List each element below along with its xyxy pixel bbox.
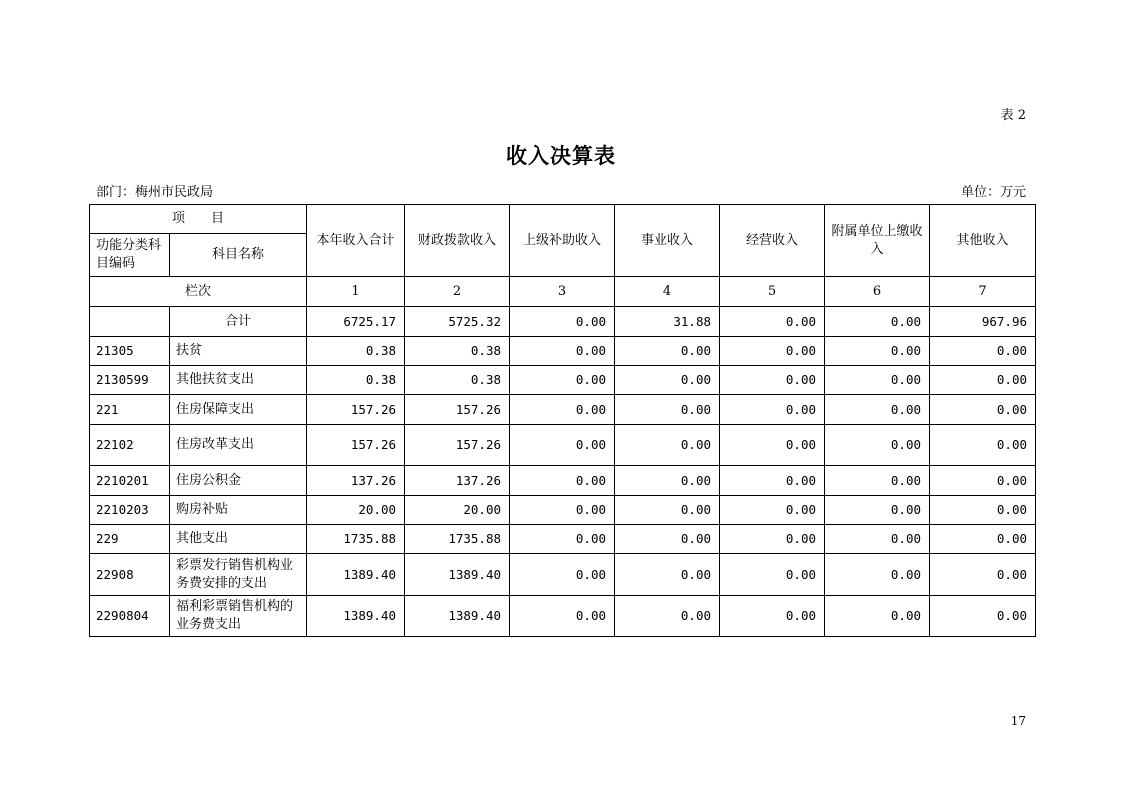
value-cell: 0.00: [720, 496, 825, 525]
value-cell: 1389.40: [405, 554, 510, 596]
value-cell: 157.26: [405, 395, 510, 425]
function-code: 2210203: [90, 496, 170, 525]
column-number: 7: [930, 277, 1036, 307]
value-cell: 0.00: [720, 525, 825, 554]
header-col-3: 上级补助收入: [510, 205, 615, 277]
table-row: [90, 337, 1036, 366]
total-value: 967.96: [930, 307, 1036, 337]
column-number-label: 栏次: [90, 277, 307, 307]
header-col-4: 事业收入: [615, 205, 720, 277]
function-code: 2210201: [90, 466, 170, 496]
value-cell: 0.00: [720, 337, 825, 366]
subject-name: 住房保障支出: [170, 395, 307, 425]
value-cell: 0.00: [825, 525, 930, 554]
total-code-cell: [90, 307, 170, 337]
value-cell: 0.00: [615, 425, 720, 466]
value-cell: 0.00: [510, 554, 615, 596]
value-cell: 0.00: [510, 496, 615, 525]
total-value: 0.00: [720, 307, 825, 337]
value-cell: 0.00: [615, 366, 720, 395]
column-number-row: [90, 277, 1036, 307]
value-cell: 0.00: [930, 366, 1036, 395]
table-number: 表 2: [1000, 108, 1026, 123]
value-cell: 0.00: [615, 596, 720, 637]
total-value: 5725.32: [405, 307, 510, 337]
value-cell: 0.00: [510, 337, 615, 366]
total-label: 合计: [170, 307, 307, 337]
subject-name: 福利彩票销售机构的业务费支出: [170, 596, 307, 637]
header-col-5: 经营收入: [720, 205, 825, 277]
value-cell: 0.00: [720, 596, 825, 637]
function-code: 2130599: [90, 366, 170, 395]
function-code: 22102: [90, 425, 170, 466]
subject-name: 住房改革支出: [170, 425, 307, 466]
column-number: 5: [720, 277, 825, 307]
value-cell: 0.00: [615, 554, 720, 596]
value-cell: 0.00: [615, 395, 720, 425]
value-cell: 0.00: [825, 337, 930, 366]
function-code: 21305: [90, 337, 170, 366]
value-cell: 0.00: [825, 466, 930, 496]
value-cell: 0.00: [930, 395, 1036, 425]
value-cell: 0.00: [510, 596, 615, 637]
document-title: 收入决算表: [506, 143, 616, 168]
header-col-1: 本年收入合计: [307, 205, 405, 277]
subject-name: 其他支出: [170, 525, 307, 554]
value-cell: 0.38: [307, 366, 405, 395]
value-cell: 0.00: [615, 525, 720, 554]
value-cell: 1735.88: [405, 525, 510, 554]
value-cell: 0.00: [510, 395, 615, 425]
value-cell: 0.00: [825, 395, 930, 425]
value-cell: 0.00: [510, 525, 615, 554]
table-row: [90, 466, 1036, 496]
value-cell: 0.00: [510, 366, 615, 395]
header-col-2: 财政拨款收入: [405, 205, 510, 277]
total-value: 31.88: [615, 307, 720, 337]
function-code: 221: [90, 395, 170, 425]
value-cell: 0.00: [825, 596, 930, 637]
value-cell: 157.26: [307, 395, 405, 425]
header-code: 功能分类科目编码: [90, 234, 170, 277]
column-number: 4: [615, 277, 720, 307]
value-cell: 0.00: [825, 496, 930, 525]
function-code: 22908: [90, 554, 170, 596]
value-cell: 0.00: [510, 466, 615, 496]
value-cell: 157.26: [405, 425, 510, 466]
table-row: [90, 554, 1036, 596]
value-cell: 0.00: [930, 496, 1036, 525]
value-cell: 0.00: [720, 425, 825, 466]
column-number: 2: [405, 277, 510, 307]
total-value: 0.00: [825, 307, 930, 337]
total-value: 6725.17: [307, 307, 405, 337]
value-cell: 20.00: [307, 496, 405, 525]
value-cell: 0.00: [825, 554, 930, 596]
table-row: [90, 496, 1036, 525]
subject-name: 住房公积金: [170, 466, 307, 496]
value-cell: 0.38: [307, 337, 405, 366]
value-cell: 20.00: [405, 496, 510, 525]
subject-name: 其他扶贫支出: [170, 366, 307, 395]
value-cell: 0.00: [930, 554, 1036, 596]
value-cell: 137.26: [405, 466, 510, 496]
table-row: [90, 366, 1036, 395]
value-cell: 0.00: [825, 425, 930, 466]
value-cell: 0.00: [720, 395, 825, 425]
value-cell: 0.00: [930, 525, 1036, 554]
table-row: [90, 596, 1036, 637]
value-cell: 0.00: [510, 425, 615, 466]
value-cell: 0.00: [720, 366, 825, 395]
table-row: [90, 425, 1036, 466]
header-row-1: [90, 205, 1036, 234]
value-cell: 0.00: [720, 466, 825, 496]
value-cell: 0.38: [405, 366, 510, 395]
value-cell: 0.00: [930, 596, 1036, 637]
value-cell: 1389.40: [307, 554, 405, 596]
column-number: 1: [307, 277, 405, 307]
value-cell: 0.00: [720, 554, 825, 596]
subject-name: 扶贫: [170, 337, 307, 366]
unit-label: 单位：万元: [960, 185, 1026, 200]
column-number: 3: [510, 277, 615, 307]
value-cell: 0.00: [930, 337, 1036, 366]
page-number: 17: [1010, 714, 1026, 728]
value-cell: 0.00: [930, 425, 1036, 466]
income-statement-table: [89, 204, 1036, 637]
total-row: [90, 307, 1036, 337]
value-cell: 0.00: [615, 337, 720, 366]
value-cell: 0.00: [825, 366, 930, 395]
header-item: 项 目: [90, 205, 307, 234]
table-row: [90, 525, 1036, 554]
value-cell: 0.00: [615, 466, 720, 496]
department-label: 部门：梅州市民政局: [96, 185, 214, 200]
table-row: [90, 395, 1036, 425]
subject-name: 彩票发行销售机构业务费安排的支出: [170, 554, 307, 596]
value-cell: 1389.40: [405, 596, 510, 637]
header-col-6: 附属单位上缴收入: [825, 205, 930, 277]
column-number: 6: [825, 277, 930, 307]
value-cell: 1389.40: [307, 596, 405, 637]
value-cell: 0.00: [930, 466, 1036, 496]
header-col-7: 其他收入: [930, 205, 1036, 277]
header-name: 科目名称: [170, 234, 307, 277]
value-cell: 0.00: [615, 496, 720, 525]
value-cell: 137.26: [307, 466, 405, 496]
value-cell: 157.26: [307, 425, 405, 466]
total-value: 0.00: [510, 307, 615, 337]
value-cell: 1735.88: [307, 525, 405, 554]
function-code: 229: [90, 525, 170, 554]
subject-name: 购房补贴: [170, 496, 307, 525]
function-code: 2290804: [90, 596, 170, 637]
value-cell: 0.38: [405, 337, 510, 366]
